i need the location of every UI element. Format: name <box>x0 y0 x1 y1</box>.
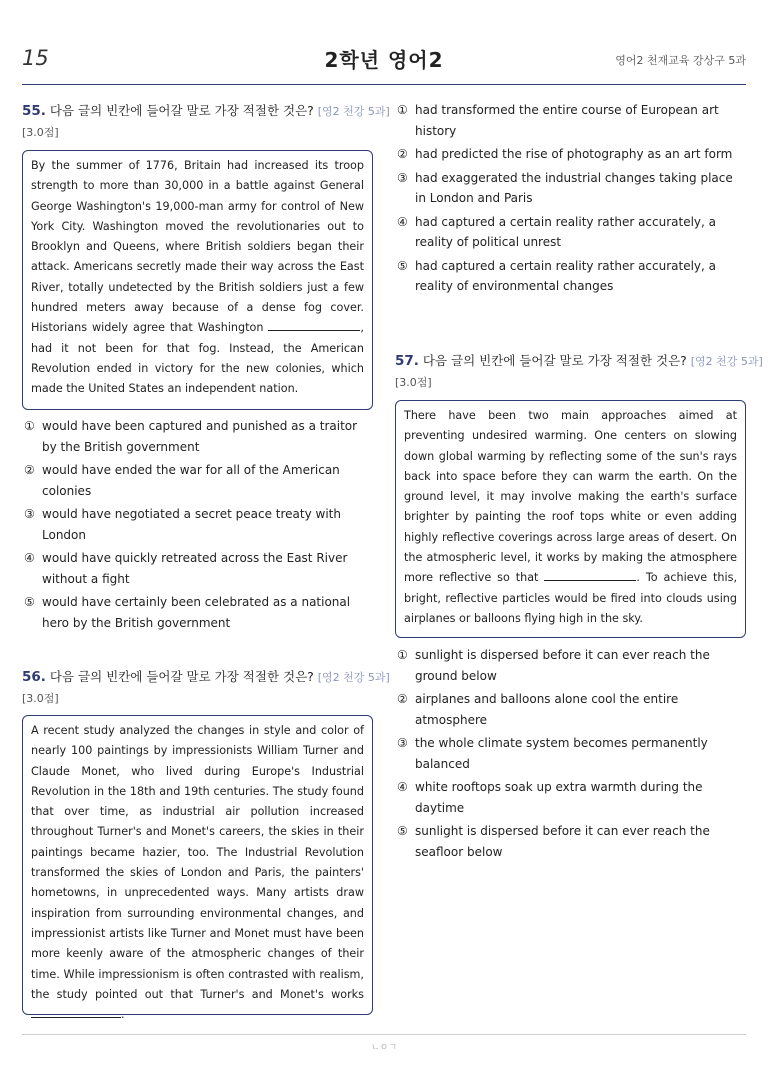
q56-choice-4[interactable] <box>397 212 747 253</box>
choice-text: would have negotiated a secret peace treaty with London <box>42 507 341 542</box>
choice-text: would have ended the war for all of the American colonies <box>42 463 340 498</box>
header-divider <box>22 84 746 85</box>
q56-number: 56. <box>22 669 46 685</box>
choice-number-mark: ④ <box>24 551 35 565</box>
choice-text: had captured a certain reality rather accurately, a reality of environmental changes <box>415 258 717 293</box>
q57-number: 57. <box>395 353 419 369</box>
q56-choice-1[interactable] <box>397 100 747 141</box>
choice-text: had predicted the rise of photography as an art form <box>415 147 733 161</box>
choice-text: had exaggerated the industrial changes taking place in London and Paris <box>415 170 733 205</box>
q56-choice-2[interactable] <box>397 144 747 165</box>
choice-number-mark: ② <box>24 463 35 477</box>
choice-text: would have certainly been celebrated as a national hero by the British government <box>42 595 351 630</box>
q55-prompt: 다음 글의 빈칸에 들어갈 말로 가장 적절한 것은? <box>49 103 314 118</box>
choice-number-mark: ⑤ <box>397 824 408 838</box>
document-title: 2학년 영어2 <box>324 48 444 72</box>
q55-choice-4[interactable] <box>24 548 374 589</box>
q56-blank <box>31 1005 121 1018</box>
q55-blank <box>268 318 360 331</box>
q57-heading <box>395 351 763 369</box>
q57-points: [3.0점] <box>395 376 432 389</box>
choice-text: sunlight is dispersed before it can ever reach the ground below <box>415 648 710 683</box>
q55-source: [영2 천강 5과] <box>317 105 390 118</box>
footer-divider <box>22 1034 746 1035</box>
q57-blank <box>544 568 636 581</box>
choice-number-mark: ④ <box>397 214 408 229</box>
q57-choice-list <box>397 645 747 865</box>
q56-heading <box>22 667 390 685</box>
q55-passage-text-after: , had it not been for that fog. Instead, the American Revolution ended in victory for the new colonies, which made the United States an independent nation. <box>31 321 364 396</box>
q57-prompt: 다음 글의 빈칸에 들어갈 말로 가장 적절한 것은? <box>422 353 687 368</box>
choice-text: had transformed the entire course of European art history <box>415 103 719 138</box>
q55-passage <box>22 150 373 410</box>
q57-passage <box>395 400 746 638</box>
document-subtitle: 영어2 천재교육 강상구 5과 <box>615 54 746 67</box>
choice-number-mark: ③ <box>397 170 408 185</box>
q56-choice-list <box>397 100 747 300</box>
q55-points: [3.0점] <box>22 126 59 139</box>
q55-choice-5[interactable] <box>24 592 374 633</box>
q57-choice-1[interactable] <box>397 645 747 686</box>
q57-passage-text-before: There have been two main approaches aimed at preventing undesired warming. One centers on slowing down global warming by reflecting some of the sun's rays back into space before they can warm the earth. On the ground level, it may involve making the earth's surface brighter by painting the roof tops white or even adding highly reflective coverings across large areas of desert. On the atmospheric level, it works by making the atmosphere more reflective so that <box>404 409 737 585</box>
footer-text: ㄴㅇㄱ <box>370 1043 398 1053</box>
q57-choice-5[interactable] <box>397 821 747 862</box>
choice-number-mark: ③ <box>397 736 408 750</box>
q55-choice-1[interactable] <box>24 416 374 457</box>
choice-number-mark: ① <box>24 419 35 433</box>
choice-text: sunlight is dispersed before it can ever reach the seafloor below <box>415 824 710 859</box>
choice-text: airplanes and balloons alone cool the entire atmosphere <box>415 692 679 727</box>
choice-text: white rooftops soak up extra warmth during the daytime <box>415 780 703 815</box>
page-header <box>22 44 746 84</box>
q57-source: [영2 천강 5과] <box>690 355 763 368</box>
choice-text: would have been captured and punished as a traitor by the British government <box>42 419 358 454</box>
choice-number-mark: ① <box>397 103 408 117</box>
q55-heading <box>22 101 390 119</box>
q55-choice-2[interactable] <box>24 460 374 501</box>
page-number: 15 <box>22 46 49 70</box>
q57-choice-2[interactable] <box>397 689 747 730</box>
choice-text: would have quickly retreated across the East River without a fight <box>42 551 348 586</box>
choice-number-mark: ③ <box>24 507 35 521</box>
choice-text: the whole climate system becomes permanently balanced <box>415 736 708 771</box>
choice-number-mark: ① <box>397 648 408 662</box>
q57-passage-text-after: . To achieve this, bright, reflective particles would be fired into clouds using airplanes or balloons flying high in the sky. <box>404 571 737 625</box>
q56-source: [영2 천강 5과] <box>317 671 390 684</box>
q56-passage <box>22 715 373 1022</box>
q56-passage-text-after: . <box>121 1008 125 1022</box>
q57-choice-4[interactable] <box>397 777 747 818</box>
q55-choice-list <box>24 416 374 636</box>
q55-number: 55. <box>22 103 46 119</box>
choice-number-mark: ④ <box>397 780 408 794</box>
q56-points: [3.0점] <box>22 692 59 705</box>
choice-number-mark: ② <box>397 147 408 161</box>
q56-choice-5[interactable] <box>397 256 747 297</box>
choice-text: had captured a certain reality rather accurately, a reality of political unrest <box>415 214 717 249</box>
q56-passage-text-before: A recent study analyzed the changes in style and color of nearly 100 paintings by impressionists William Turner and Claude Monet, who lived during Europe's Industrial Revolution in the 18th and 19th centuries. The study found that over time, as industrial air pollution increased throughout Turner's and Monet's careers, the skies in their paintings became hazier, too. The Industrial Revolution transformed the skies of London and Paris, the painters' hometowns, in unprecedented ways. Many artists draw inspiration from surrounding environmental changes, and impressionist artists like Turner and Monet must have been more keenly aware of the atmospheric changes of their time. While impressionism is often contrasted with realism, the study pointed out that Turner's and Monet's works <box>31 724 364 1001</box>
choice-number-mark: ② <box>397 692 408 706</box>
q57-choice-3[interactable] <box>397 733 747 774</box>
q56-prompt: 다음 글의 빈칸에 들어갈 말로 가장 적절한 것은? <box>49 669 314 684</box>
q56-choice-3[interactable] <box>397 168 747 209</box>
choice-number-mark: ⑤ <box>397 258 408 273</box>
q55-choice-3[interactable] <box>24 504 374 545</box>
q55-passage-text-before: By the summer of 1776, Britain had increased its troop strength to more than 30,000 in a battle against General George Washington's 19,000-man army for control of New York City. Washington moved the revolutionaries out to Brooklyn and Queens, where British soldiers began their attack. Americans secretly made their way across the East River, totally undetected by the British soldiers just a few hundred meters away because of a dense fog cover. Historians widely agree that Washington <box>31 159 364 335</box>
choice-number-mark: ⑤ <box>24 595 35 609</box>
